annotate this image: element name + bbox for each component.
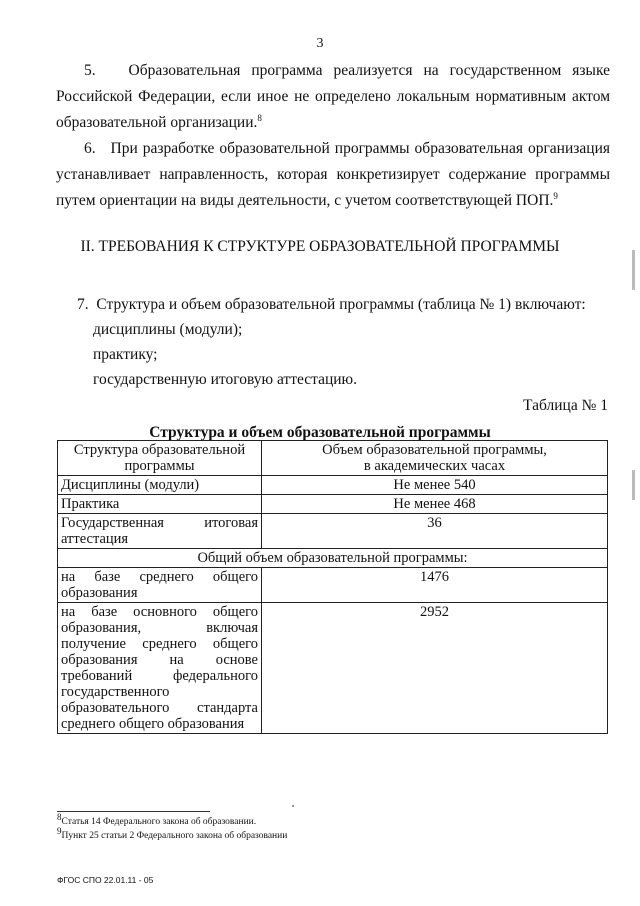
row-label: образования [61, 585, 138, 601]
row-value-cell: Не менее 540 [262, 476, 608, 495]
paragraph-line: Российской Федерации, если иное не определено локальным нормативным актом [56, 88, 610, 105]
table-title: Структура и объем образовательной программы [149, 424, 491, 441]
paragraph-line-text: путем ориентации на виды деятельности, с учетом соответствующей ПОП. [56, 192, 554, 209]
list-item: практику; [93, 346, 158, 363]
list-item: государственную итоговую аттестацию. [93, 371, 358, 388]
table-row [58, 603, 608, 734]
structure-table [57, 440, 608, 734]
list-item: дисциплины (модули); [93, 321, 243, 338]
row-label: требований федерального [61, 668, 258, 684]
paragraph-line: 5. Образовательная программа реализуется на государственном языке [84, 62, 610, 79]
row-label: Государственная итоговая [61, 515, 258, 531]
section-heading: II. ТРЕБОВАНИЯ К СТРУКТУРЕ ОБРАЗОВАТЕЛЬНОЙ ПРОГРАММЫ [80, 238, 560, 255]
row-label-cell [58, 476, 262, 495]
row-label: образования на основе [61, 652, 258, 668]
row-label: Дисциплины (модули) [61, 477, 200, 493]
footnote [57, 826, 288, 842]
footnote-ref: 8 [257, 112, 262, 123]
footnote-ref: 9 [553, 190, 558, 201]
paragraph-line: устанавливает направленность, которая конкретизирует содержание программы [56, 166, 610, 183]
row-label: получение среднего общего [61, 636, 258, 652]
document-code: ФГОС СПО 22.01.11 - 05 [57, 875, 154, 885]
row-label-cell [58, 514, 262, 549]
table-row [58, 495, 608, 514]
paragraph-line-last [56, 188, 610, 214]
row-value-cell: Не менее 468 [262, 495, 608, 514]
header-cell [262, 441, 608, 476]
scan-speck [292, 805, 294, 807]
row-label-cell [58, 603, 262, 734]
footnote-text: Пункт 25 статьи 2 Федерального закона об образовании [61, 831, 288, 842]
item-7-text: 7. Структура и объем образовательной программы (таблица № 1) включают: [77, 296, 586, 313]
row-label: государственного [61, 684, 170, 700]
table-row [58, 476, 608, 495]
table-total-header-row [58, 549, 608, 568]
footnote-text: Статья 14 Федерального закона об образовании. [61, 817, 257, 828]
scan-edge-mark [632, 470, 635, 500]
scan-edge-mark [632, 250, 635, 290]
paragraph-6 [56, 136, 610, 214]
paragraph-line: 6. При разработке образовательной программы образовательная организация [84, 140, 610, 157]
footnote [57, 812, 257, 828]
footnote-divider [57, 811, 210, 812]
row-label: среднего общего образования [61, 716, 245, 732]
header-text: в академических часах [363, 458, 506, 474]
paragraph-line-text: образовательной организации. [56, 114, 258, 131]
row-label-cell [58, 495, 262, 514]
header-text: Объем образовательной программы, [322, 442, 547, 458]
footnote-num: 9 [57, 826, 62, 836]
row-label: на базе основного общего [61, 604, 258, 620]
header-text: Структура образовательной [73, 442, 246, 458]
footnote-num: 8 [57, 812, 62, 822]
row-label: образования, включая [61, 620, 258, 636]
row-label: аттестация [61, 531, 129, 547]
total-header-cell: Общий объем образовательной программы: [58, 549, 608, 568]
page-number: 3 [316, 36, 324, 51]
table-row [58, 514, 608, 549]
paragraph-5 [56, 58, 610, 136]
header-text: программы [124, 458, 195, 474]
row-label: Практика [61, 496, 120, 512]
table-label: Таблица № 1 [523, 397, 608, 414]
row-value-cell: 36 [262, 514, 608, 549]
row-value-cell: 1476 [262, 568, 608, 603]
row-label-cell [58, 568, 262, 603]
table-header-row [58, 441, 608, 476]
row-label: на базе среднего общего [61, 569, 258, 585]
table-row [58, 568, 608, 603]
paragraph-line-last [56, 110, 610, 136]
row-value-cell: 2952 [262, 603, 608, 734]
header-cell [58, 441, 262, 476]
row-label: образовательного стандарта [61, 700, 258, 716]
